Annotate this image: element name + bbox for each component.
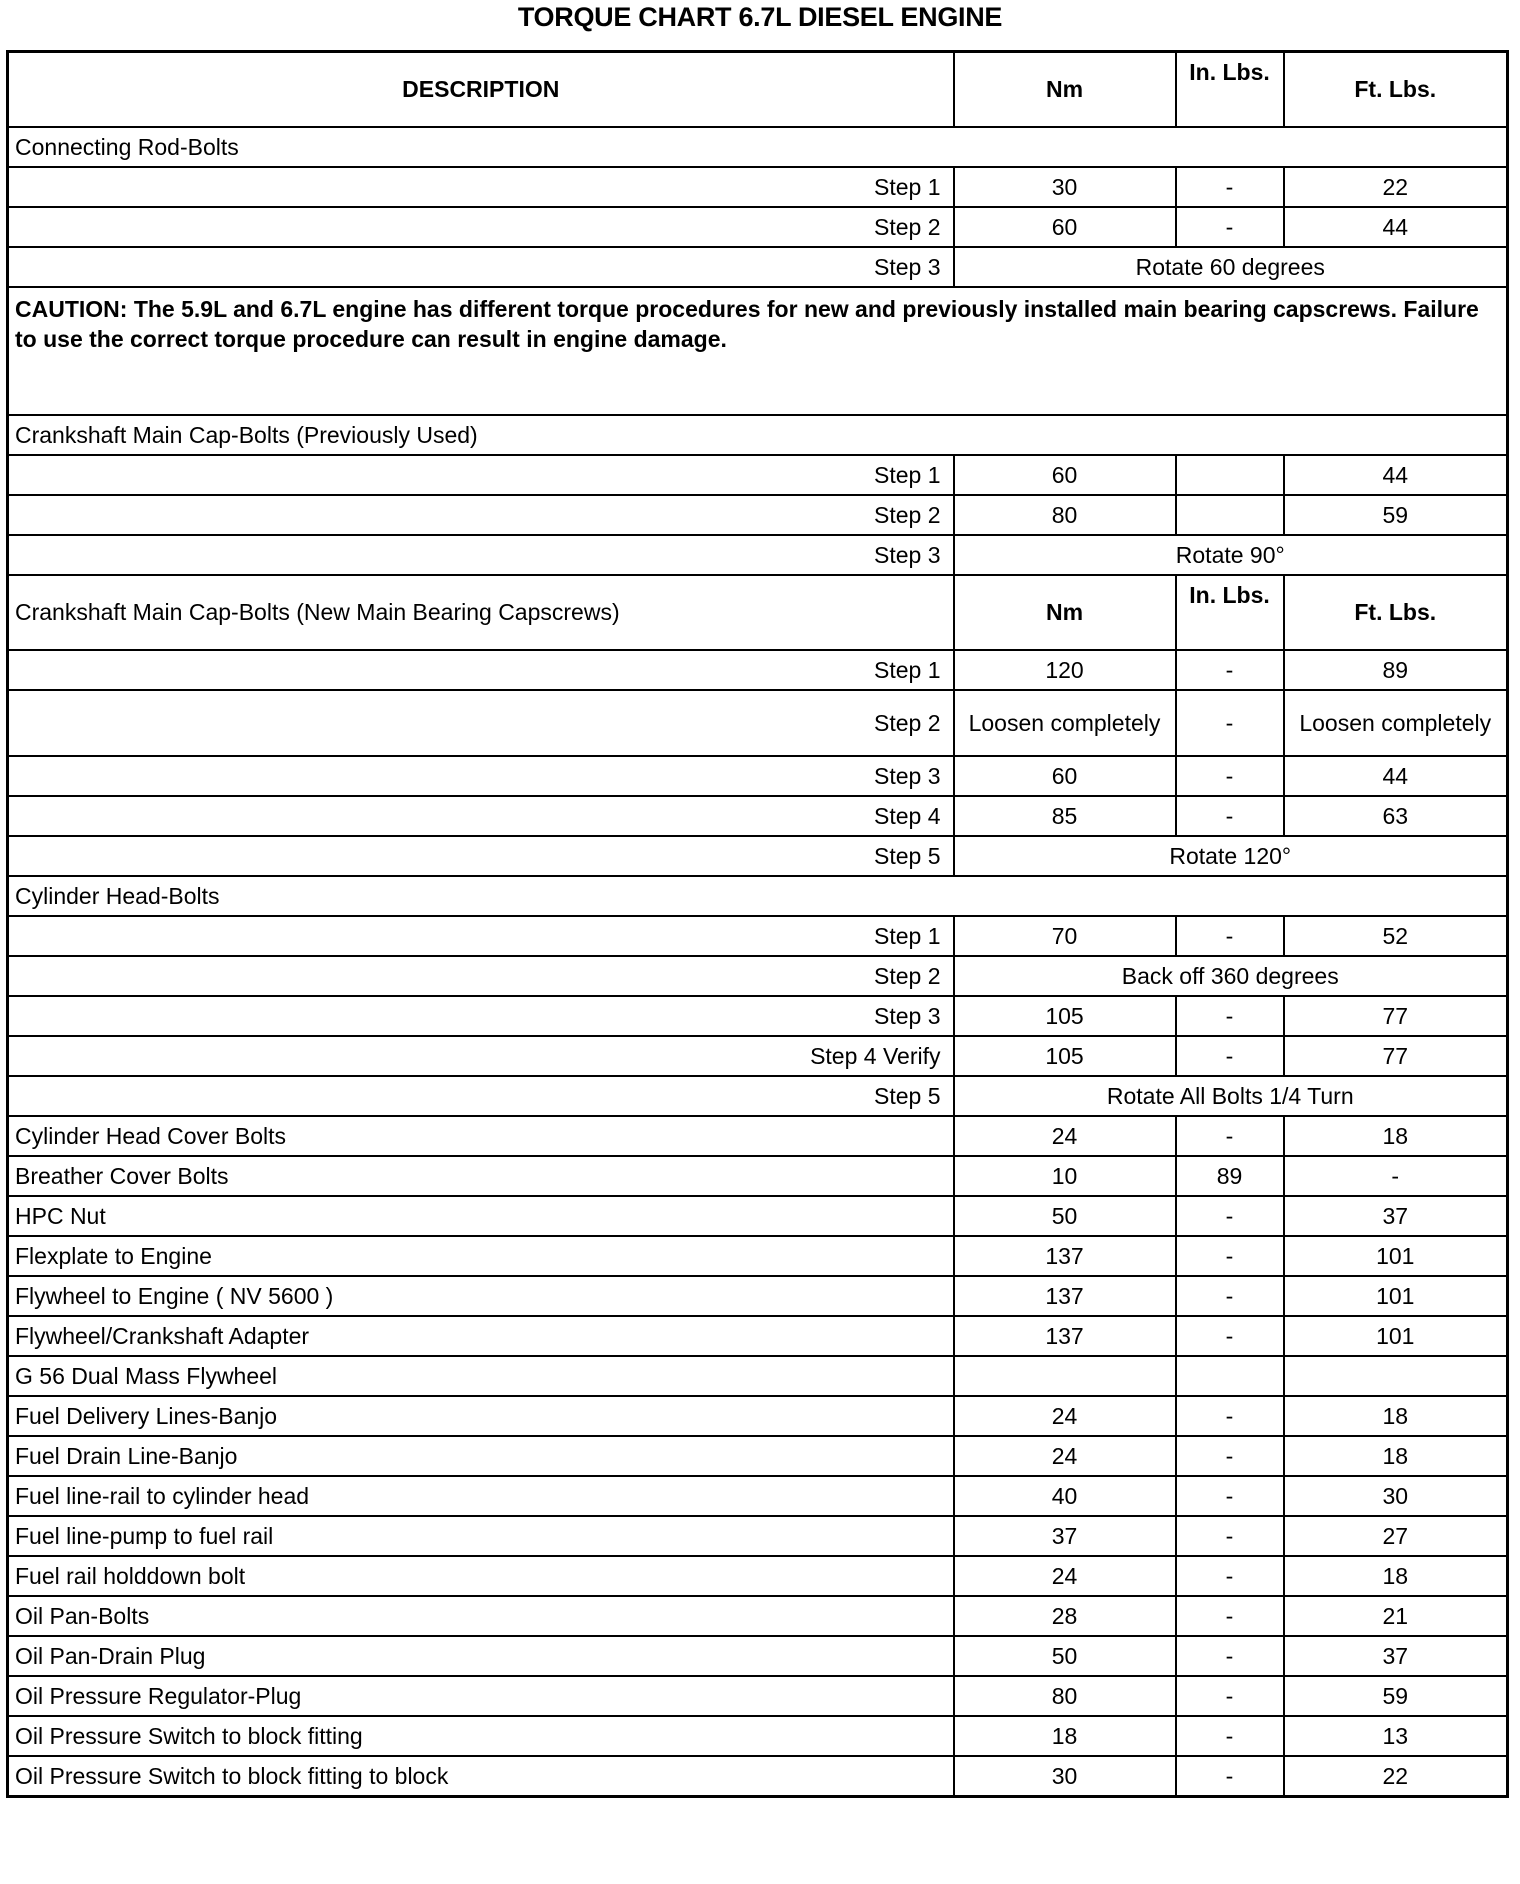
caution-row bbox=[8, 287, 1508, 415]
in-lbs-value: - bbox=[1176, 1516, 1284, 1556]
table-row bbox=[8, 1636, 1508, 1676]
step-label: Step 2 bbox=[8, 956, 954, 996]
step-row bbox=[8, 455, 1508, 495]
nm-value: 105 bbox=[954, 1036, 1176, 1076]
in-lbs-value: - bbox=[1176, 1716, 1284, 1756]
nm-value: 60 bbox=[954, 455, 1176, 495]
item-description: Flywheel to Engine ( NV 5600 ) bbox=[8, 1276, 954, 1316]
item-description: Oil Pan-Drain Plug bbox=[8, 1636, 954, 1676]
step-label: Step 3 bbox=[8, 247, 954, 287]
nm-value: 120 bbox=[954, 650, 1176, 690]
ft-lbs-value: - bbox=[1284, 1156, 1508, 1196]
step-label: Step 1 bbox=[8, 650, 954, 690]
ft-lbs-value: 18 bbox=[1284, 1436, 1508, 1476]
item-description: Oil Pressure Switch to block fitting to block bbox=[8, 1756, 954, 1797]
ft-lbs-value: 21 bbox=[1284, 1596, 1508, 1636]
in-lbs-value: - bbox=[1176, 916, 1284, 956]
table-row bbox=[8, 1116, 1508, 1156]
ft-lbs-value: 22 bbox=[1284, 1756, 1508, 1797]
in-lbs-value: - bbox=[1176, 1196, 1284, 1236]
ft-lbs-value: 59 bbox=[1284, 1676, 1508, 1716]
ft-lbs-value: 37 bbox=[1284, 1196, 1508, 1236]
header-in-lbs: In. Lbs. bbox=[1176, 52, 1284, 128]
table-row bbox=[8, 1396, 1508, 1436]
item-description: Breather Cover Bolts bbox=[8, 1156, 954, 1196]
in-lbs-value: - bbox=[1176, 1116, 1284, 1156]
nm-value: 80 bbox=[954, 1676, 1176, 1716]
nm-value: Loosen completely bbox=[954, 690, 1176, 756]
table-row bbox=[8, 1276, 1508, 1316]
nm-value: 10 bbox=[954, 1156, 1176, 1196]
step-label: Step 3 bbox=[8, 996, 954, 1036]
step-label: Step 5 bbox=[8, 1076, 954, 1116]
header-nm: Nm bbox=[954, 52, 1176, 128]
nm-value: 137 bbox=[954, 1236, 1176, 1276]
in-lbs-value: - bbox=[1176, 756, 1284, 796]
step-label: Step 5 bbox=[8, 836, 954, 876]
ft-lbs-value: 37 bbox=[1284, 1636, 1508, 1676]
table-row bbox=[8, 1356, 1508, 1396]
nm-value: 85 bbox=[954, 796, 1176, 836]
header-ft-lbs: Ft. Lbs. bbox=[1284, 52, 1508, 128]
item-description: Fuel Drain Line-Banjo bbox=[8, 1436, 954, 1476]
table-row bbox=[8, 1436, 1508, 1476]
ft-lbs-value: 52 bbox=[1284, 916, 1508, 956]
group-label: Crankshaft Main Cap-Bolts (New Main Bearing Capscrews) bbox=[8, 575, 954, 650]
page-title: TORQUE CHART 6.7L DIESEL ENGINE bbox=[517, 2, 1003, 32]
in-lbs-value: - bbox=[1176, 796, 1284, 836]
item-description: Oil Pressure Switch to block fitting bbox=[8, 1716, 954, 1756]
in-lbs-value: - bbox=[1176, 1556, 1284, 1596]
in-lbs-value: - bbox=[1176, 1636, 1284, 1676]
table-row bbox=[8, 1556, 1508, 1596]
in-lbs-value bbox=[1176, 455, 1284, 495]
step-row bbox=[8, 247, 1508, 287]
ft-lbs-value: 44 bbox=[1284, 756, 1508, 796]
caution-note: CAUTION: The 5.9L and 6.7L engine has different torque procedures for new and previously installed main bearing capscrews. Failure to use the correct torque procedure can result in engine damage. bbox=[8, 287, 1508, 415]
table-row bbox=[8, 1676, 1508, 1716]
step-row bbox=[8, 207, 1508, 247]
ft-lbs-value: 63 bbox=[1284, 796, 1508, 836]
step-row bbox=[8, 956, 1508, 996]
step-row bbox=[8, 756, 1508, 796]
nm-value: 24 bbox=[954, 1556, 1176, 1596]
step-row bbox=[8, 836, 1508, 876]
step-row bbox=[8, 916, 1508, 956]
nm-value: 24 bbox=[954, 1436, 1176, 1476]
group-header-row bbox=[8, 876, 1508, 916]
ft-lbs-value: 101 bbox=[1284, 1316, 1508, 1356]
step-label: Step 3 bbox=[8, 756, 954, 796]
item-description: HPC Nut bbox=[8, 1196, 954, 1236]
nm-value: 60 bbox=[954, 207, 1176, 247]
ft-lbs-value: Loosen completely bbox=[1284, 690, 1508, 756]
in-lbs-value: - bbox=[1176, 1316, 1284, 1356]
in-lbs-value: - bbox=[1176, 207, 1284, 247]
subheader-nm: Nm bbox=[954, 575, 1176, 650]
in-lbs-value: - bbox=[1176, 1476, 1284, 1516]
nm-value: 28 bbox=[954, 1596, 1176, 1636]
step-row bbox=[8, 495, 1508, 535]
ft-lbs-value: 77 bbox=[1284, 996, 1508, 1036]
in-lbs-value: 89 bbox=[1176, 1156, 1284, 1196]
ft-lbs-value: 101 bbox=[1284, 1276, 1508, 1316]
step-label: Step 4 Verify bbox=[8, 1036, 954, 1076]
step-label: Step 2 bbox=[8, 495, 954, 535]
torque-table bbox=[6, 50, 1509, 1798]
step-instruction: Rotate All Bolts 1/4 Turn bbox=[954, 1076, 1508, 1116]
step-instruction: Rotate 120° bbox=[954, 836, 1508, 876]
group-header-row bbox=[8, 127, 1508, 167]
table-row bbox=[8, 1316, 1508, 1356]
in-lbs-value: - bbox=[1176, 650, 1284, 690]
item-description: Cylinder Head Cover Bolts bbox=[8, 1116, 954, 1156]
header-description: DESCRIPTION bbox=[8, 52, 954, 128]
step-row bbox=[8, 1076, 1508, 1116]
step-row bbox=[8, 535, 1508, 575]
in-lbs-value: - bbox=[1176, 690, 1284, 756]
table-row bbox=[8, 1476, 1508, 1516]
ft-lbs-value: 77 bbox=[1284, 1036, 1508, 1076]
step-row bbox=[8, 1036, 1508, 1076]
in-lbs-value: - bbox=[1176, 1236, 1284, 1276]
nm-value: 50 bbox=[954, 1636, 1176, 1676]
nm-value: 24 bbox=[954, 1396, 1176, 1436]
table-row bbox=[8, 1516, 1508, 1556]
ft-lbs-value: 30 bbox=[1284, 1476, 1508, 1516]
nm-value: 18 bbox=[954, 1716, 1176, 1756]
nm-value: 37 bbox=[954, 1516, 1176, 1556]
nm-value: 137 bbox=[954, 1316, 1176, 1356]
item-description: Fuel line-rail to cylinder head bbox=[8, 1476, 954, 1516]
step-instruction: Back off 360 degrees bbox=[954, 956, 1508, 996]
in-lbs-value: - bbox=[1176, 996, 1284, 1036]
in-lbs-value bbox=[1176, 1356, 1284, 1396]
item-description: Flexplate to Engine bbox=[8, 1236, 954, 1276]
table-row bbox=[8, 1756, 1508, 1797]
in-lbs-value: - bbox=[1176, 1756, 1284, 1797]
nm-value: 60 bbox=[954, 756, 1176, 796]
step-row bbox=[8, 167, 1508, 207]
step-row bbox=[8, 650, 1508, 690]
header-row bbox=[8, 52, 1508, 128]
ft-lbs-value: 18 bbox=[1284, 1396, 1508, 1436]
step-label: Step 1 bbox=[8, 455, 954, 495]
nm-value: 137 bbox=[954, 1276, 1176, 1316]
step-label: Step 2 bbox=[8, 690, 954, 756]
ft-lbs-value: 101 bbox=[1284, 1236, 1508, 1276]
ft-lbs-value: 13 bbox=[1284, 1716, 1508, 1756]
in-lbs-value bbox=[1176, 495, 1284, 535]
ft-lbs-value bbox=[1284, 1356, 1508, 1396]
item-description: Oil Pan-Bolts bbox=[8, 1596, 954, 1636]
table-row bbox=[8, 1716, 1508, 1756]
in-lbs-value: - bbox=[1176, 1596, 1284, 1636]
in-lbs-value: - bbox=[1176, 1436, 1284, 1476]
in-lbs-value: - bbox=[1176, 167, 1284, 207]
ft-lbs-value: 22 bbox=[1284, 167, 1508, 207]
item-description: Fuel line-pump to fuel rail bbox=[8, 1516, 954, 1556]
item-description: Fuel Delivery Lines-Banjo bbox=[8, 1396, 954, 1436]
nm-value: 40 bbox=[954, 1476, 1176, 1516]
group-header-row bbox=[8, 415, 1508, 455]
nm-value: 24 bbox=[954, 1116, 1176, 1156]
subheader-in-lbs: In. Lbs. bbox=[1176, 575, 1284, 650]
step-instruction: Rotate 90° bbox=[954, 535, 1508, 575]
table-row bbox=[8, 1196, 1508, 1236]
subheader-ft-lbs: Ft. Lbs. bbox=[1284, 575, 1508, 650]
step-label: Step 2 bbox=[8, 207, 954, 247]
group-label: Crankshaft Main Cap-Bolts (Previously Used) bbox=[8, 415, 1508, 455]
in-lbs-value: - bbox=[1176, 1276, 1284, 1316]
in-lbs-value: - bbox=[1176, 1396, 1284, 1436]
step-row bbox=[8, 996, 1508, 1036]
nm-value: 30 bbox=[954, 167, 1176, 207]
item-description: G 56 Dual Mass Flywheel bbox=[8, 1356, 954, 1396]
step-instruction: Rotate 60 degrees bbox=[954, 247, 1508, 287]
in-lbs-value: - bbox=[1176, 1676, 1284, 1716]
step-label: Step 3 bbox=[8, 535, 954, 575]
ft-lbs-value: 27 bbox=[1284, 1516, 1508, 1556]
nm-value: 105 bbox=[954, 996, 1176, 1036]
item-description: Oil Pressure Regulator-Plug bbox=[8, 1676, 954, 1716]
nm-value: 70 bbox=[954, 916, 1176, 956]
item-description: Flywheel/Crankshaft Adapter bbox=[8, 1316, 954, 1356]
ft-lbs-value: 18 bbox=[1284, 1556, 1508, 1596]
item-description: Fuel rail holddown bolt bbox=[8, 1556, 954, 1596]
step-label: Step 4 bbox=[8, 796, 954, 836]
ft-lbs-value: 59 bbox=[1284, 495, 1508, 535]
ft-lbs-value: 18 bbox=[1284, 1116, 1508, 1156]
group-label: Cylinder Head-Bolts bbox=[8, 876, 1508, 916]
table-row bbox=[8, 1596, 1508, 1636]
nm-value: 30 bbox=[954, 1756, 1176, 1797]
step-row bbox=[8, 690, 1508, 756]
nm-value: 80 bbox=[954, 495, 1176, 535]
step-row bbox=[8, 796, 1508, 836]
table-row bbox=[8, 1156, 1508, 1196]
in-lbs-value: - bbox=[1176, 1036, 1284, 1076]
group-label: Connecting Rod-Bolts bbox=[8, 127, 1508, 167]
step-label: Step 1 bbox=[8, 916, 954, 956]
group-header-row bbox=[8, 575, 1508, 650]
ft-lbs-value: 89 bbox=[1284, 650, 1508, 690]
nm-value: 50 bbox=[954, 1196, 1176, 1236]
ft-lbs-value: 44 bbox=[1284, 207, 1508, 247]
nm-value bbox=[954, 1356, 1176, 1396]
table-row bbox=[8, 1236, 1508, 1276]
step-label: Step 1 bbox=[8, 167, 954, 207]
ft-lbs-value: 44 bbox=[1284, 455, 1508, 495]
